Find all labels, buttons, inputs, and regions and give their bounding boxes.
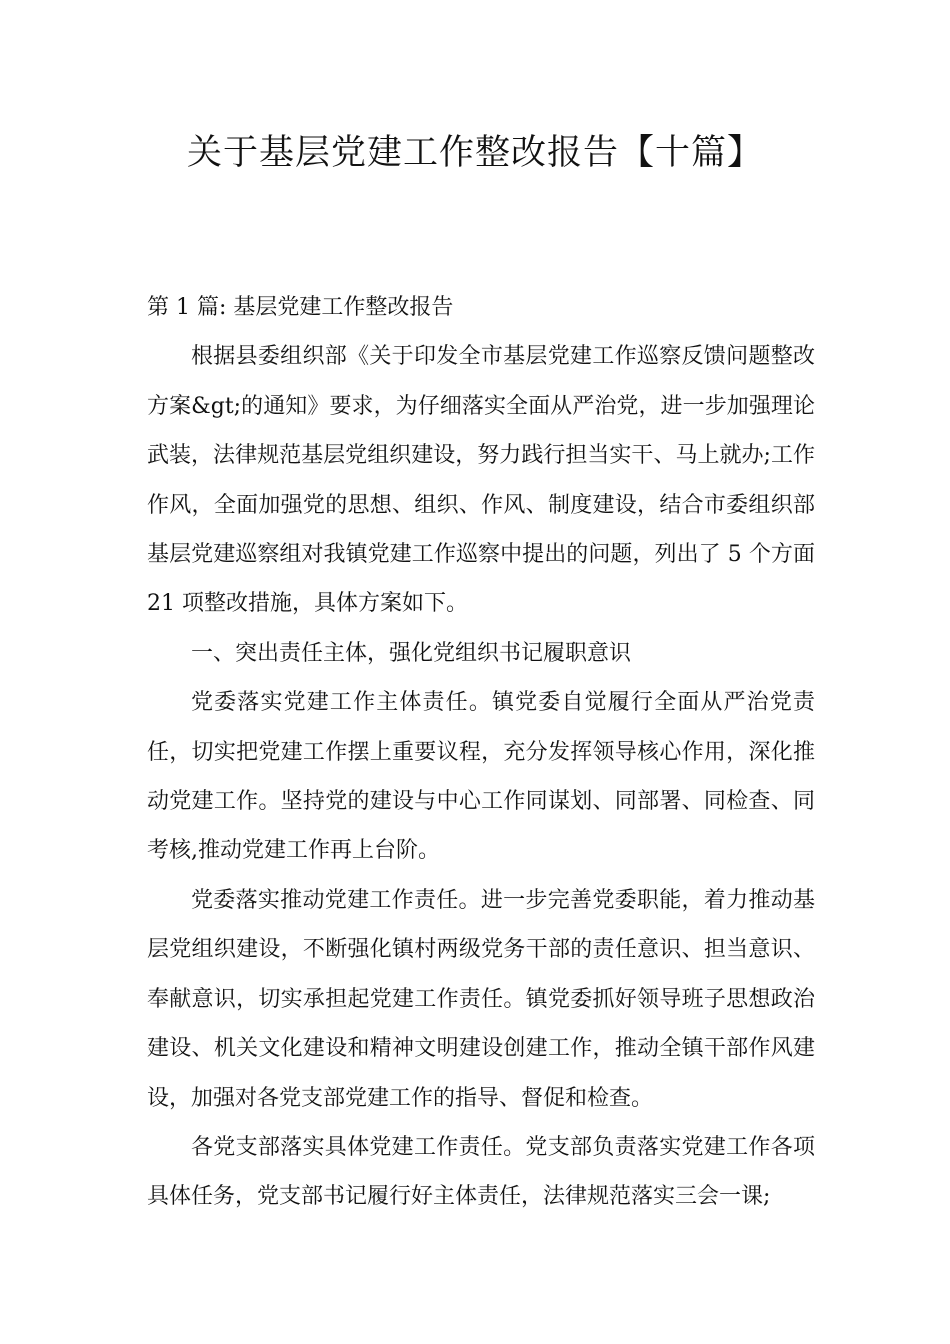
document-title: 关于基层党建工作整改报告【十篇】 (186, 133, 763, 173)
paragraph-party-committee-main-responsibility: 党委落实党建工作主体责任。镇党委自觉履行全面从严治党责任，切实把党建工作摆上重要议程，充分发挥领导核心作用，深化推动党建工作。坚持党的建设与中心工作同谋划、同部署、同检查、同考核,推动党建工作再上台阶。 (147, 690, 815, 864)
section-heading-1: 一、突出责任主体，强化党组织书记履职意识 (191, 640, 632, 666)
paragraph-branch-specific-responsibility: 各党支部落实具体党建工作责任。党支部负责落实党建工作各项具体任务，党支部书记履行好主体责任，法律规范落实三会一课; (147, 1134, 815, 1210)
paragraph-party-committee-promotion-responsibility: 党委落实推动党建工作责任。进一步完善党委职能，着力推动基层党组织建设，不断强化镇村两级党务干部的责任意识、担当意识、奉献意识，切实承担起党建工作责任。镇党委抓好领导班子思想政治建设、机关文化建设和精神文明建设创建工作，推动全镇干部作风建设，加强对各党支部党建工作的指导、督促和检查。 (147, 887, 815, 1111)
section-label: 第 1 篇: 基层党建工作整改报告 (147, 295, 454, 320)
document-body (147, 283, 815, 1222)
paragraph-intro: 根据县委组织部《关于印发全市基层党建工作巡察反馈问题整改方案&gt;的通知》要求，为仔细落实全面从严治党，进一步加强理论武装，法律规范基层党组织建设，努力践行担当实干、马上就办;工作作风，全面加强党的思想、组织、作风、制度建设，结合市委组织部基层党建巡察组对我镇党建工作巡察中提出的问题，列出了 5 个方面 21 项整改措施，具体方案如下。 (147, 344, 815, 617)
